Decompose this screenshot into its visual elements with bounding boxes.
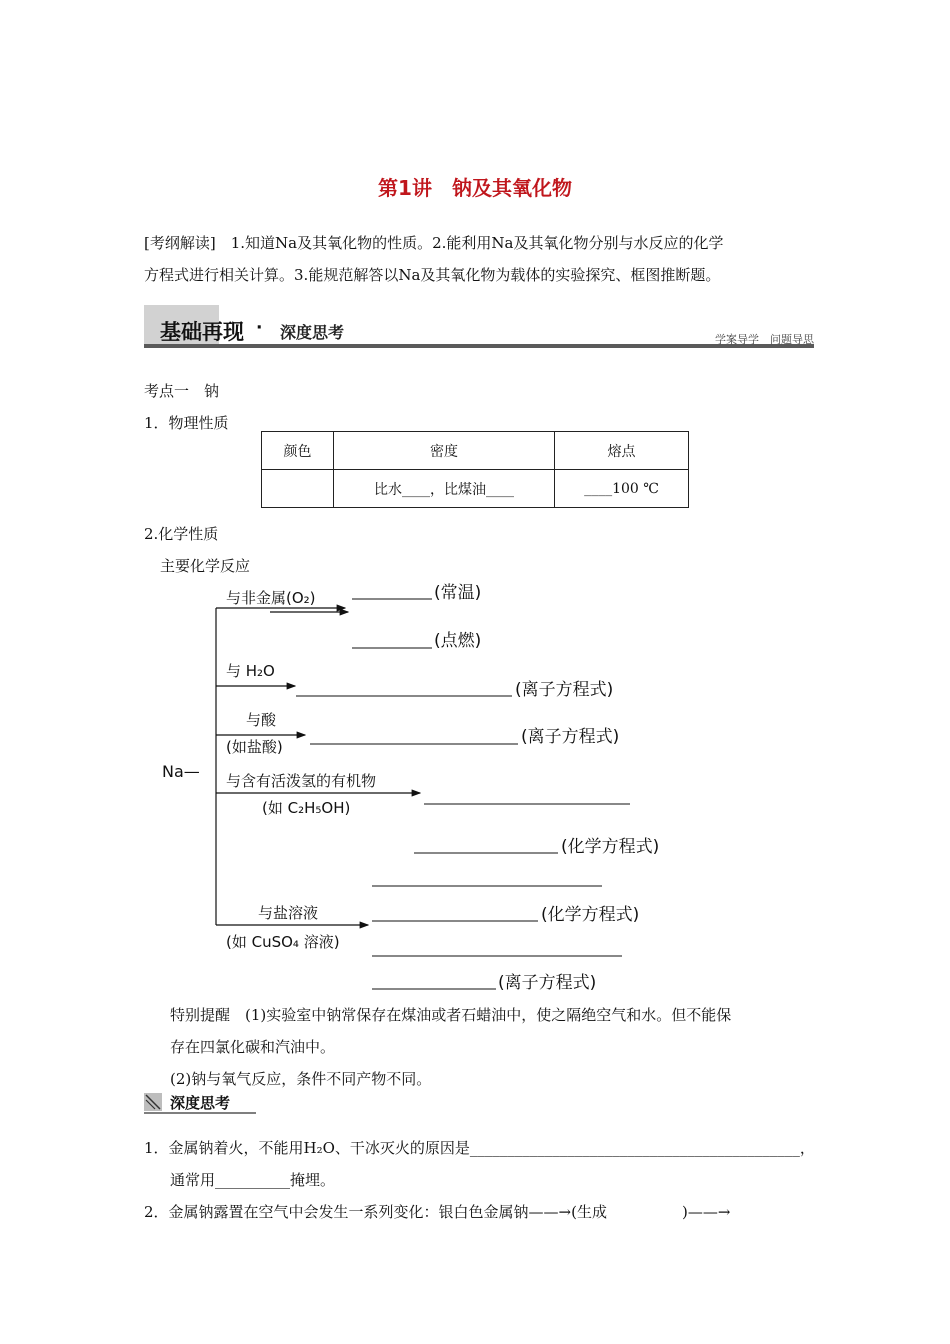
think-label: 深度思考 — [170, 1094, 231, 1112]
physical-heading: 1．物理性质 — [144, 414, 229, 432]
section-banner-dot: · — [256, 318, 263, 338]
point-heading: 考点一 钠 — [144, 382, 220, 400]
cell-density: 比水____，比煤油____ — [334, 470, 555, 508]
header-color: 颜色 — [262, 432, 334, 470]
diagram-root-na: Na— — [162, 762, 200, 781]
section-banner-subtitle: 深度思考 — [280, 323, 345, 342]
branch-3-label-2: (如盐酸) — [226, 738, 283, 756]
question-2: 2．金属钠露置在空气中会发生一系列变化：银白色金属钠——→(生成 )——→ — [144, 1203, 731, 1221]
section-banner-title: 基础再现 — [160, 320, 244, 344]
branch-2-label: 与 H₂O — [226, 662, 275, 680]
branch-3-label-1: 与酸 — [246, 711, 277, 729]
branch-1-note-1: (常温) — [434, 583, 482, 603]
question-1-line-1: 1．金属钠着火，不能用H₂O、干冰灭火的原因是____________________________________________， — [144, 1139, 815, 1157]
branch-5-label-2: (如 CuSO₄ 溶液) — [226, 933, 340, 951]
branch-5-label-1: 与盐溶液 — [258, 904, 319, 922]
syllabus-line-1: [考纲解读] 1.知道Na及其氧化物的性质。2.能利用Na及其氧化物分别与水反应的化学 — [144, 234, 724, 252]
branch-1-label: 与非金属(O₂) — [226, 589, 316, 607]
page-title: 第1讲 钠及其氧化物 — [378, 176, 572, 200]
main-reactions-label: 主要化学反应 — [160, 557, 251, 575]
chemical-heading: 2.化学性质 — [144, 525, 219, 543]
branch-4-note: (化学方程式) — [561, 837, 660, 857]
branch-5-note-2: (离子方程式) — [498, 973, 597, 993]
branch-3-note: (离子方程式) — [521, 727, 620, 747]
cell-melting-point: ____100 ℃ — [555, 470, 689, 508]
branch-4-label-1: 与含有活泼氢的有机物 — [226, 772, 377, 790]
branch-1-note-2: (点燃) — [434, 631, 482, 651]
branch-2-note: (离子方程式) — [515, 680, 614, 700]
branch-4-label-2: (如 C₂H₅OH) — [262, 799, 351, 817]
header-melting-point: 熔点 — [555, 432, 689, 470]
header-density: 密度 — [334, 432, 555, 470]
reminder-line-1: 特别提醒 (1)实验室中钠常保存在煤油或者石蜡油中，使之隔绝空气和水。但不能保 — [170, 1006, 732, 1024]
question-1-line-2: 通常用__________掩埋。 — [170, 1171, 336, 1189]
reminder-line-2: 存在四氯化碳和汽油中。 — [170, 1038, 336, 1056]
branch-5-note-1: (化学方程式) — [541, 905, 640, 925]
reminder-line-3: (2)钠与氧气反应，条件不同产物不同。 — [170, 1070, 432, 1088]
section-banner-hint: 学案导学 问题导思 — [715, 333, 814, 346]
syllabus-line-2: 方程式进行相关计算。3.能规范解答以Na及其氧化物为载体的实验探究、框图推断题。 — [144, 266, 721, 284]
